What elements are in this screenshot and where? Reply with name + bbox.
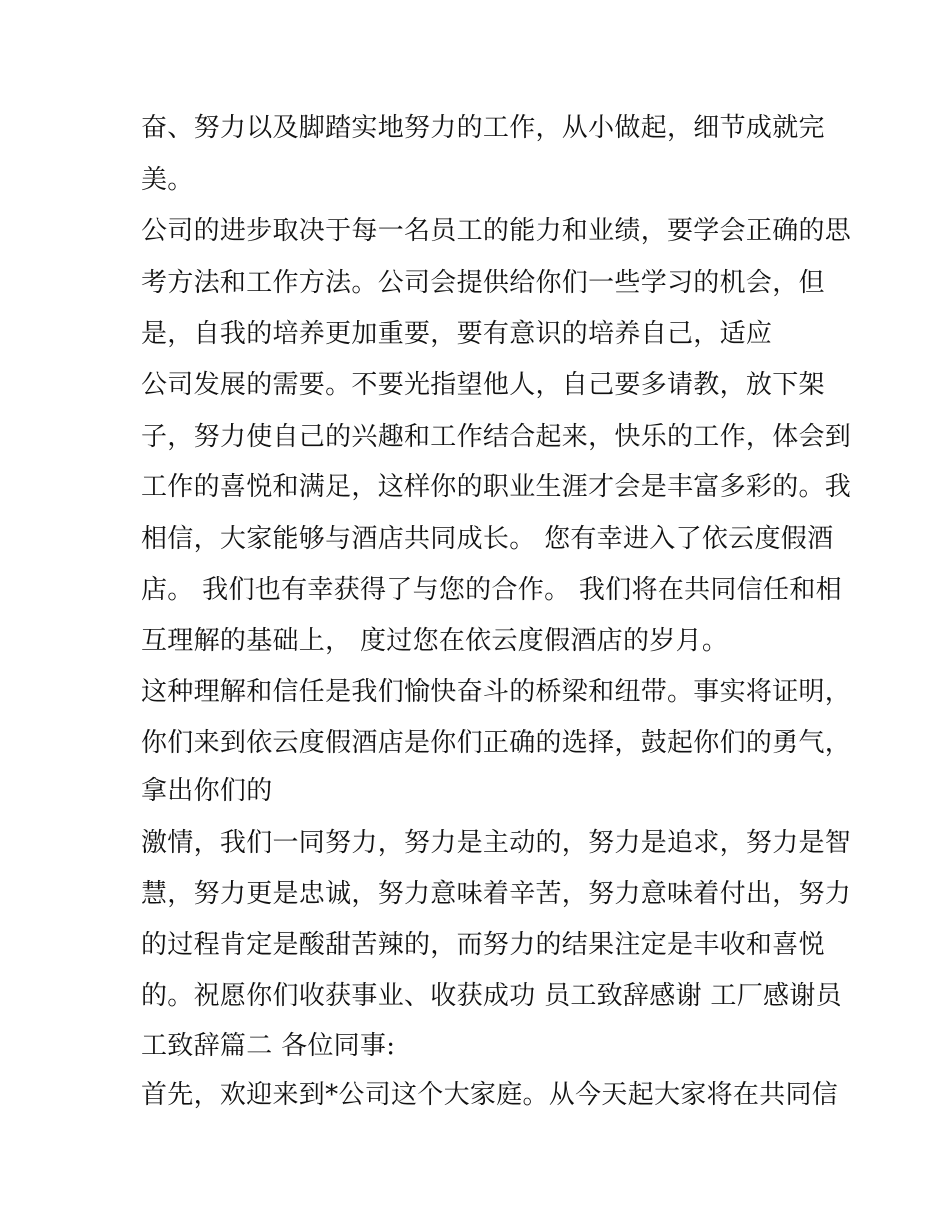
text-line: 考方法和工作方法。公司会提供给你们一些学习的机会，但 xyxy=(141,268,825,298)
text-line: 美。 xyxy=(141,165,194,195)
text-line: 店。 我们也有幸获得了与您的合作。 我们将在共同信任和相 xyxy=(141,575,842,605)
text-line: 激情，我们一同努力，努力是主动的，努力是追求，努力是智 xyxy=(141,828,852,858)
text-line: 公司发展的需要。不要光指望他人，自己要多请教，放下架 xyxy=(141,370,825,400)
text-line: 工致辞篇二 各位同事: xyxy=(141,1031,396,1061)
text-line: 互理解的基础上， 度过您在依云度假酒店的岁月。 xyxy=(141,626,729,656)
text-line: 的过程肯定是酸甜苦辣的，而努力的结果注定是丰收和喜悦 xyxy=(141,930,825,960)
text-line: 拿出你们的 xyxy=(141,776,273,806)
text-line: 公司的进步取决于每一名员工的能力和业绩，要学会正确的思 xyxy=(141,216,852,246)
text-line: 是，自我的培养更加重要，要有意识的培养自己，适应 xyxy=(141,319,773,349)
text-line: 首先，欢迎来到*公司这个大家庭。从今天起大家将在共同信 xyxy=(141,1080,839,1110)
text-line: 的。祝愿你们收获事业、收获成功 员工致辞感谢 工厂感谢员 xyxy=(141,981,842,1011)
text-line: 慧，努力更是忠诚，努力意味着辛苦，努力意味着付出，努力 xyxy=(141,879,852,909)
text-line: 你们来到依云度假酒店是你们正确的选择，鼓起你们的勇气， xyxy=(141,728,852,758)
text-line: 子，努力使自己的兴趣和工作结合起来，快乐的工作，体会到 xyxy=(141,422,852,452)
text-line: 相信，大家能够与酒店共同成长。 您有幸进入了依云度假酒 xyxy=(141,524,834,554)
text-line: 这种理解和信任是我们愉快奋斗的桥梁和纽带。事实将证明， xyxy=(141,677,852,707)
text-line: 奋、努力以及脚踏实地努力的工作，从小做起，细节成就完 xyxy=(141,113,825,143)
text-line: 工作的喜悦和满足，这样你的职业生涯才会是丰富多彩的。我 xyxy=(141,472,852,502)
